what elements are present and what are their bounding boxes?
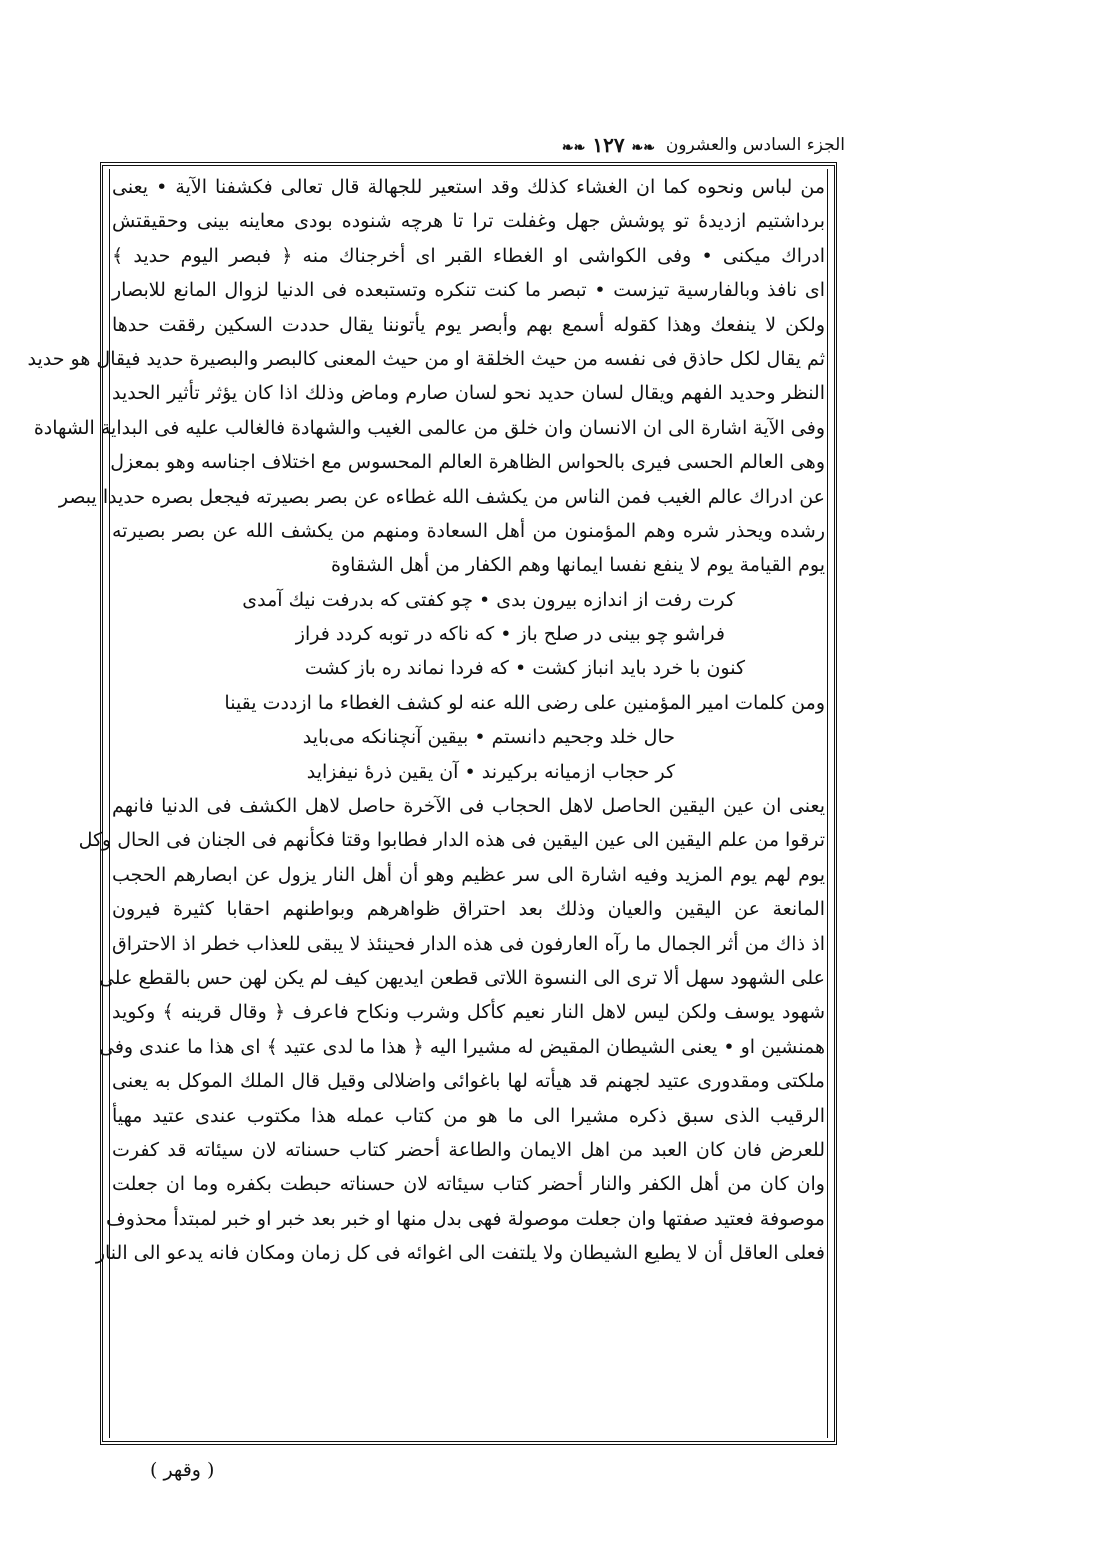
text-line: شهود يوسف ولكن ليس لاهل النار نعيم كأكل وشرب ونكاح فاعرف ﴿ وقال قرينه ﴾ وكويد xyxy=(112,1001,825,1024)
verse-line: كر حجاب ازميانه بركيرند • آن يقين ذرهٔ نيفزايد xyxy=(306,760,675,783)
verse-line: حال خلد وجحيم دانستم • بيقين آنچنانكه مى‌بايد xyxy=(302,726,675,749)
text-line: يعنى ان عين اليقين الحاصل لاهل الحجاب فى الآخرة حاصل لاهل الكشف فى الدنيا فانهم xyxy=(112,795,825,818)
text-line: برداشتيم ازديدهٔ تو پوشش جهل وغفلت ترا تا هرچه شنوده بودى معاينه بينى وحقيقتش xyxy=(112,210,825,233)
text-line: يوم لهم يوم المزيد وفيه اشارة الى سر عظيم وهو أن أهل النار يزول عن ابصارهم الحجب xyxy=(112,863,825,886)
text-line: على الشهود سهل ألا ترى الى النسوة اللاتى قطعن ايديهن كيف لم يكن لهن حس بالقطع على xyxy=(98,966,825,989)
text-line: ولكن لا ينفعك وهذا كقوله أسمع بهم وأبصر يوم يأتوننا يقال حددت السكين رققت حدها xyxy=(112,313,825,336)
text-line: المانعة عن اليقين والعيان وذلك بعد احتراق ظواهرهم وبواطنهم احقابا كثيرة فيرون xyxy=(112,898,825,921)
text-line: ادراك ميكنى • وفى الكواشى او الغطاء القبر اى أخرجناك منه ﴿ فبصر اليوم حديد ﴾ xyxy=(112,244,825,267)
text-line: رشده ويحذر شره وهم المؤمنون من أهل السعادة ومنهم من يكشف الله عن بصر بصيرته xyxy=(112,519,825,542)
verse-line: كرت رفت از اندازه بيرون بدى • چو كفتى كه بدرفت نيك آمدى xyxy=(242,588,735,611)
verse-line: كنون با خرد بايد انباز كشت • كه فردا نماند ره باز كشت xyxy=(304,657,745,680)
text-line: اذ ذاك من أثر الجمال ما رآه العارفون فى هذه الدار فحينئذ لا يبقى للعذاب خطر اذ الاحتراق xyxy=(112,932,825,955)
text-line: من لباس ونحوه كما ان الغشاء كذلك وقد استعير للجهالة قال تعالى فكشفنا الآية • يعنى xyxy=(112,176,825,198)
text-line: عن ادراك عالم الغيب فمن الناس من يكشف الله غطاءه عن بصر بصيرته فيجعل بصره حديدا يبصر xyxy=(58,485,825,508)
ornament-left: ❧❧ xyxy=(561,140,586,156)
text-line: النظر وحديد الفهم ويقال لسان حديد نحو لسان صارم وماض وذلك اذا كان يؤثر تأثير الحديد xyxy=(112,382,825,405)
page-number xyxy=(562,132,655,161)
catchword: ( وقهر ) xyxy=(150,1459,215,1481)
text-line: اى نافذ وبالفارسية تيزست • تبصر ما كنت تنكره وتستبعده فى الدنيا لزوال المانع للابصار xyxy=(112,279,825,302)
text-line: وفى الآية اشارة الى ان الانسان وان خلق من عالمى الغيب والشهادة فالغالب عليه فى البداية الشهادة xyxy=(33,416,825,439)
main-text-block xyxy=(27,170,825,1271)
text-line: يوم القيامة يوم لا ينفع نفسا ايمانها وهم الكفار من أهل الشقاوة xyxy=(331,554,825,577)
running-title: الجزء السادس والعشرون xyxy=(665,135,845,155)
text-line: ثم يقال لكل حاذق فى نفسه من حيث الخلقة او من حيث المعنى كالبصر والبصيرة حديد فيقال هو حديد xyxy=(27,347,825,370)
text-line: فعلى العاقل أن لا يطيع الشيطان ولا يلتفت الى اغوائه فى كل زمان ومكان فانه يدعو الى النار xyxy=(95,1242,825,1265)
text-line: موصوفة فعتيد صفتها وان جعلت موصولة فهى بدل منها او خبر بعد خبر او خبر لمبتدأ محذوف xyxy=(106,1207,825,1230)
text-line: وان كان من أهل الكفر والنار أحضر كتاب سيئاته لان حسناته حبطت بكفره وما ان جعلت xyxy=(112,1173,825,1196)
text-line: وهى العالم الحسى فيرى بالحواس الظاهرة العالم المحسوس مع اختلاف اجناسه وهو بمعزل xyxy=(110,451,825,474)
quote-line: ومن كلمات امير المؤمنين على رضى الله عنه لو كشف الغطاء ما ازددت يقينا xyxy=(224,691,825,714)
text-line: الرقيب الذى سبق ذكره مشيرا الى ما هو من كتاب عمله هذا مكتوب عندى عتيد مهيأ xyxy=(112,1104,825,1127)
page-number-value: ١٢٧ xyxy=(592,133,625,157)
text-line: همنشين او • يعنى الشيطان المقيض له مشيرا اليه ﴿ هذا ما لدى عتيد ﴾ اى هذا ما عندى وفى xyxy=(99,1035,825,1058)
page-header xyxy=(100,132,845,162)
ornament-right: ❧❧ xyxy=(631,140,655,156)
verse-line: فراشو چو بينى در صلح باز • كه ناكه در توبه كردد فراز xyxy=(295,623,725,646)
text-line: للعرض فان كان العبد من اهل الايمان والطاعة أحضر كتاب حسناته لان سيئاته قد كفرت xyxy=(112,1138,825,1161)
text-line: ملكتى ومقدورى عتيد لجهنم قد هيأته لها باغوائى واضلالى وقيل قال الملك الموكل به يعنى xyxy=(112,1070,825,1093)
text-line: ترقوا من علم اليقين الى عين اليقين فى هذه الدار فطابوا وقتا فكأنهم فى الجنان فى الحال وكل xyxy=(78,829,825,852)
